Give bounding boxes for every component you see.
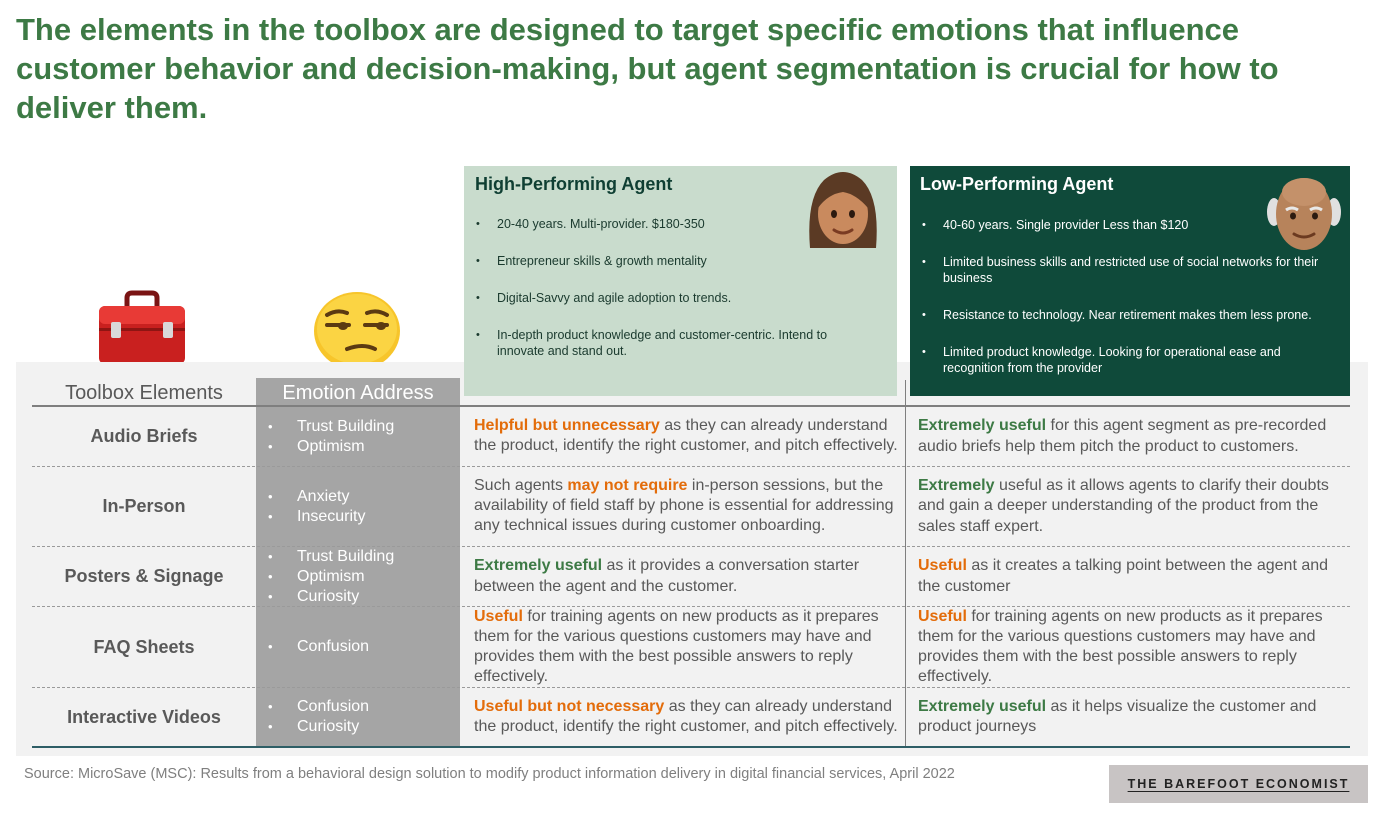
emotion-item: • Optimism xyxy=(268,567,458,587)
row-label-posters-signage: Posters & Signage xyxy=(64,566,224,586)
high-card-bullets xyxy=(476,216,846,380)
emotion-item: • Optimism xyxy=(268,437,458,457)
row-label-in-person: In-Person xyxy=(102,496,186,516)
cell-text: for this agent segment as pre-recorded audio briefs help them pitch the product to customers. xyxy=(918,417,1327,455)
cell-text: as it helps visualize the customer and product journeys xyxy=(918,697,1317,735)
emotion-list-faq-sheets xyxy=(268,607,458,687)
high-card-title: High-Performing Agent xyxy=(475,174,673,194)
cell-text: in-person sessions, but the availability of field staff by phone is essential for addressing any technical issues during customer onboarding. xyxy=(474,476,894,535)
emotion-item: • Anxiety xyxy=(268,487,458,507)
highlight-text: Useful xyxy=(918,557,967,575)
emotion-list-in-person xyxy=(268,467,458,546)
cell-text: as it creates a talking point between the agent and the customer xyxy=(918,557,1329,595)
high-cell-faq-sheets xyxy=(474,607,904,687)
cell-text: Such agents xyxy=(474,476,568,494)
page-title: The elements in the toolbox are designed to target specific emotions that influence customer behavior and decision-making, but agent segmentation is crucial for how to deliver them. xyxy=(16,12,1279,125)
emotion-list-interactive-videos xyxy=(268,688,458,746)
highlight-text: Extremely useful xyxy=(918,697,1047,715)
cell-text: for training agents on new products as it prepares them for the various questions customers may have and provides them with the best possible answers to reply effectively. xyxy=(474,607,879,686)
low-card-bullet: • Resistance to technology. Near retirement makes them less prone. xyxy=(922,307,1337,323)
cell-text: as they can already understand the product, identify the right customer, and pitch effectively. xyxy=(474,416,898,454)
header-toolbox-elements: Toolbox Elements xyxy=(65,382,223,404)
cell-text: as they can already understand the product, identify the right customer, and pitch effectively. xyxy=(474,697,898,735)
emotion-list-posters-signage xyxy=(268,547,458,606)
highlight-text: may not require xyxy=(567,476,688,494)
row-label-faq-sheets: FAQ Sheets xyxy=(93,636,195,657)
row-label-interactive-videos: Interactive Videos xyxy=(67,706,221,727)
table-bottom-border xyxy=(32,746,1350,748)
unamused-face-icon xyxy=(313,291,401,371)
low-card-bullet: • Limited product knowledge. Looking for operational ease and recognition from the provider xyxy=(922,344,1337,376)
cell-text: useful as it allows agents to clarify their doubts and gain a deeper understanding of the product from the sales staff expert. xyxy=(918,477,1329,535)
highlight-text: Useful but not necessary xyxy=(474,697,665,715)
emotion-item: • Insecurity xyxy=(268,507,458,527)
source-note: Source: MicroSave (MSC): Results from a behavioral design solution to modify product information delivery in digital financial services, April 2022 xyxy=(24,766,955,782)
low-card-bullet: • Limited business skills and restricted use of social networks for their business xyxy=(922,254,1337,286)
low-performing-agent-card xyxy=(910,166,1350,396)
low-card-title: Low-Performing Agent xyxy=(920,174,1114,194)
cell-text: for training agents on new products as it prepares them for the various questions customers may have and provides them with the best possible answers to reply effectively. xyxy=(918,607,1323,686)
high-card-bullet: • 20-40 years. Multi-provider. $180-350 xyxy=(476,216,846,232)
cell-text: as it provides a conversation starter between the agent and the customer. xyxy=(474,557,860,595)
emotion-item: • Trust Building xyxy=(268,417,458,437)
emotion-item: • Confusion xyxy=(268,637,458,657)
highlight-text: Extremely xyxy=(918,477,995,495)
emotion-item: • Curiosity xyxy=(268,587,458,607)
high-card-bullet: • In-depth product knowledge and customer-centric. Intend to innovate and stand out. xyxy=(476,327,846,359)
high-performing-agent-card xyxy=(464,166,897,396)
high-cell-in-person xyxy=(474,466,904,546)
low-cell-faq-sheets xyxy=(918,607,1350,687)
toolbox-icon xyxy=(97,290,187,366)
high-card-bullet: • Entrepreneur skills & growth mentality xyxy=(476,253,846,269)
low-card-bullet: • 40-60 years. Single provider Less than $120 xyxy=(922,217,1337,233)
brand-badge xyxy=(1109,765,1368,803)
emotion-item: • Trust Building xyxy=(268,547,458,567)
highlight-text: Useful xyxy=(474,607,523,625)
emotion-item: • Confusion xyxy=(268,697,458,717)
emotion-list-audio-briefs xyxy=(268,407,458,466)
highlight-text: Extremely useful xyxy=(474,557,603,575)
high-cell-posters-signage xyxy=(474,547,904,606)
low-cell-interactive-videos xyxy=(918,688,1350,746)
brand-badge-text: THE BAREFOOT ECONOMIST xyxy=(1127,777,1350,791)
high-card-bullet: • Digital-Savvy and agile adoption to trends. xyxy=(476,290,846,306)
row-label-audio-briefs: Audio Briefs xyxy=(90,426,198,446)
woman-avatar-icon xyxy=(804,168,882,256)
low-cell-posters-signage xyxy=(918,547,1350,606)
old-man-avatar-icon xyxy=(1266,172,1342,256)
column-divider xyxy=(905,380,906,748)
highlight-text: Helpful but unnecessary xyxy=(474,416,660,434)
highlight-text: Useful xyxy=(918,607,967,625)
high-cell-interactive-videos xyxy=(474,688,904,746)
low-cell-in-person xyxy=(918,467,1350,546)
header-emotion-address: Emotion Address xyxy=(282,382,434,404)
low-cell-audio-briefs xyxy=(918,407,1350,466)
highlight-text: Extremely useful xyxy=(918,417,1047,435)
high-cell-audio-briefs xyxy=(474,406,904,466)
emotion-item: • Curiosity xyxy=(268,717,458,737)
